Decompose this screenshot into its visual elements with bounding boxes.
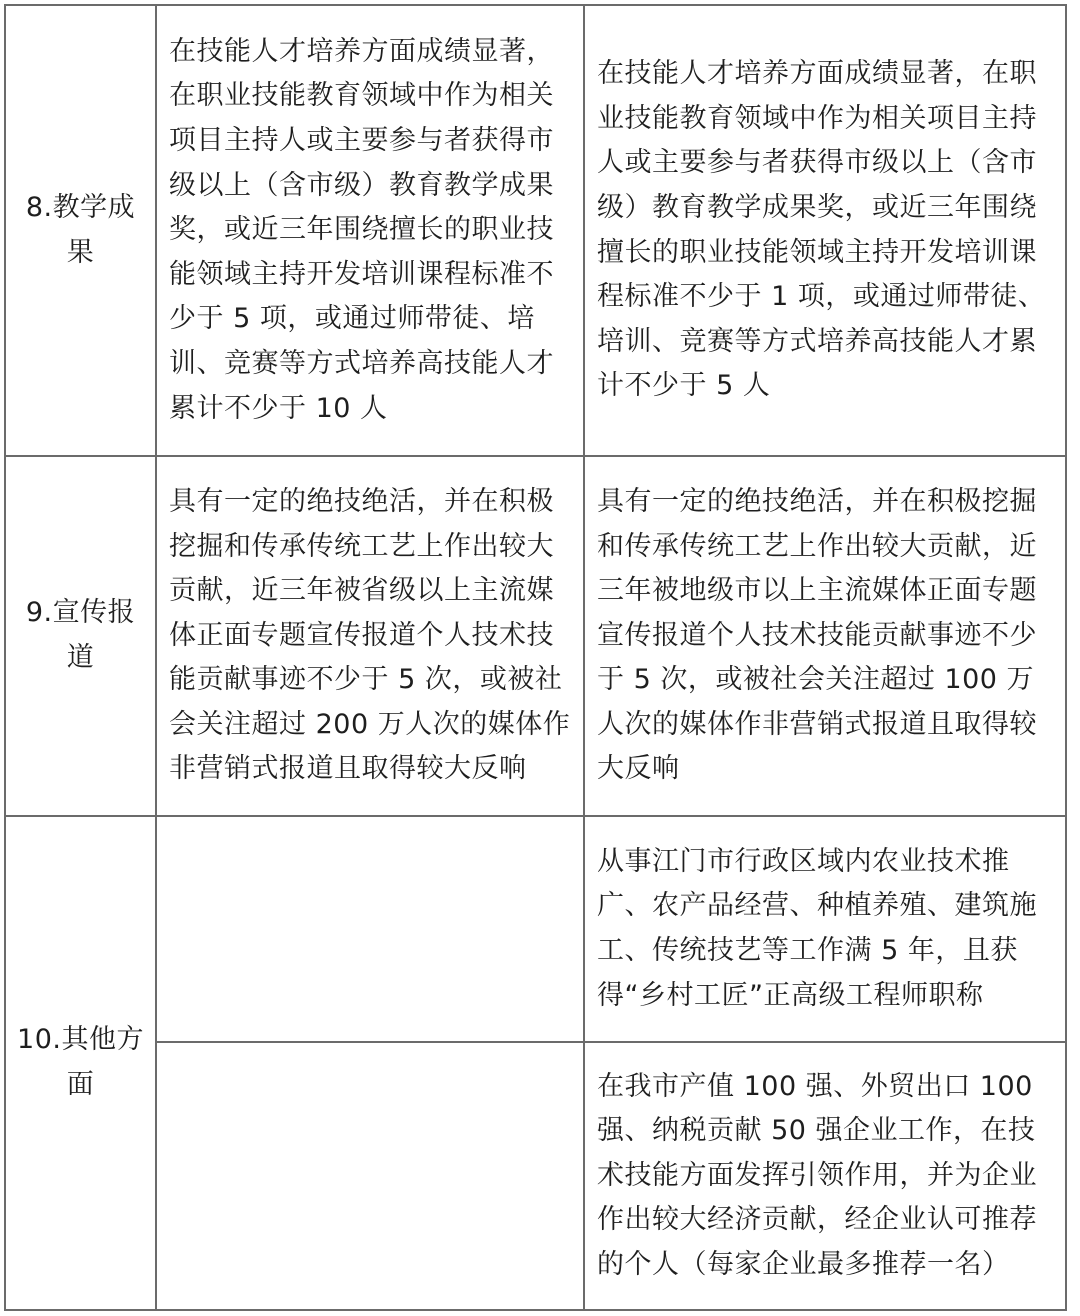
category-label: 9.宣传报道 (25, 597, 136, 673)
criteria-text: 在技能人才培养方面成绩显著，在职业技能教育领域中作为相关项目主持人或主要参与者获得市级以上（含市级）教育教学成果奖，或近三年围绕擅长的职业技能领域主持开发培训课程标准不少于 1 项，或通过师带徒、培训、竞赛等方式培养高技能人才累计不少于 5 人 (597, 58, 1046, 402)
criteria-text: 从事江门市行政区域内农业技术推广、农产品经营、种植养殖、建筑施工、传统技艺等工作满 5 年，且获得“乡村工匠”正高级工程师职称 (597, 845, 1037, 1011)
category-label: 8.教学成果 (25, 191, 136, 268)
criteria-cell-senior-empty (157, 817, 585, 1043)
criteria-text: 具有一定的绝技绝活，并在积极挖掘和传承传统工艺上作出较大贡献，近三年被地级市以上主流媒体正面专题宣传报道个人技术技能贡献事迹不少于 5 次，或被社会关注超过 100 万人次的媒体作非营销式报道且取得较大反响 (597, 485, 1037, 785)
category-cell-publicity (6, 457, 157, 817)
category-cell-teaching-achievements (6, 6, 157, 457)
category-label: 10.其他方面 (17, 1024, 144, 1100)
criteria-cell-enterprise-recommendation (585, 1043, 1065, 1309)
criteria-cell-senior (157, 6, 585, 457)
criteria-cell-junior (585, 457, 1065, 817)
criteria-cell-rural-craftsman (585, 817, 1065, 1043)
criteria-text: 在我市产值 100 强、外贸出口 100 强、纳税贡献 50 强企业工作，在技术技能方面发挥引领作用，并为企业作出较大经济贡献，经企业认可推荐的个人（每家企业最多推荐一名） (597, 1070, 1037, 1280)
criteria-text: 具有一定的绝技绝活，并在积极挖掘和传承传统工艺上作出较大贡献，近三年被省级以上主流媒体正面专题宣传报道个人技术技能贡献事迹不少于 5 次，或被社会关注超过 200 万人次的媒体作非营销式报道且取得较大反响 (169, 485, 571, 785)
category-cell-other (6, 817, 157, 1309)
criteria-text: 在技能人才培养方面成绩显著，在职业技能教育领域中作为相关项目主持人或主要参与者获得市级以上（含市级）教育教学成果奖，或近三年围绕擅长的职业技能领域主持开发培训课程标准不少于 5 项，或通过师带徒、培训、竞赛等方式培养高技能人才累计不少于 10 人 (169, 35, 554, 424)
criteria-cell-senior-empty (157, 1043, 585, 1309)
criteria-table (4, 4, 1067, 1311)
criteria-cell-senior (157, 457, 585, 817)
criteria-cell-junior (585, 6, 1065, 457)
